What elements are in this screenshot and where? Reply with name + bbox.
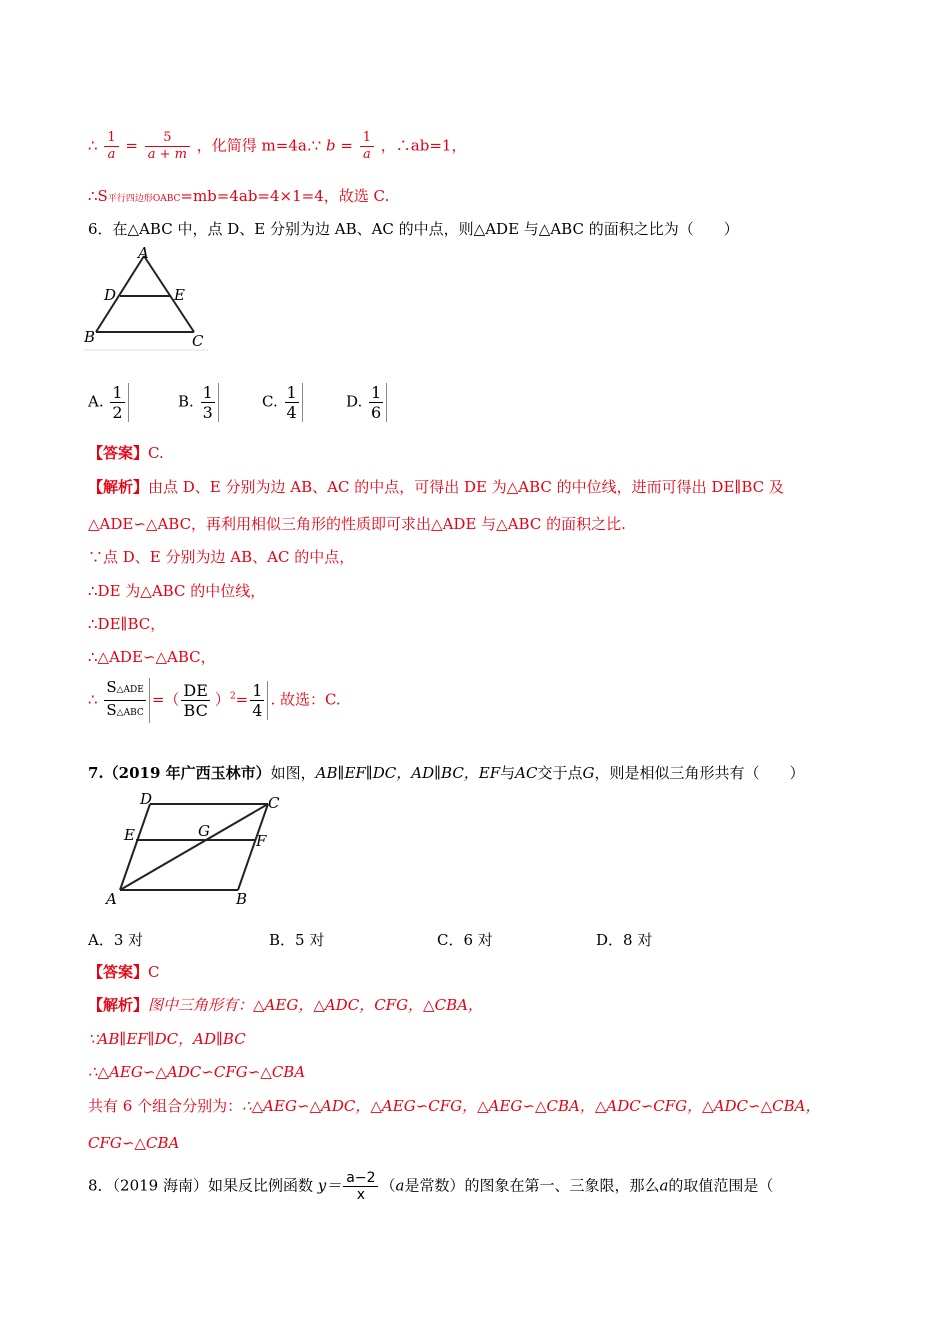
q7-option-a[interactable]: A．3 对: [88, 931, 144, 949]
q6-stem: 6．在△ABC 中，点 D、E 分别为边 AB、AC 的中点，则△ADE 与△ABC 的面积之比为（ ）: [88, 220, 739, 238]
label-E: E: [174, 286, 185, 304]
q6-step-4: ∴△ADE∽△ABC，: [88, 648, 216, 666]
q6-step-5: ∴ $\frac{\text{S△ADE}}{\text{S△ABC}}$ =（ $\frac{DE}{BC}$ ）$^2$= $\frac{1}{4}$ . 故选：C.: [88, 678, 341, 723]
label-B: B: [236, 890, 248, 908]
q6-analysis-1: 【解析】由点 D、E 分别为边 AB、AC 的中点，可得出 DE 为△ABC 的中位线，进而可得出 DE∥BC 及: [88, 478, 784, 496]
prev-solution-line-2: ∴S平行四边形OABC=mb=4ab=4×1=4，故选 C.: [88, 187, 390, 205]
q7-stem: 7.（2019 年广西玉林市）如图，AB∥EF∥DC，AD∥BC，EF与AC交于点G，则是相似三角形共有（ ）: [88, 764, 805, 782]
q7-answer: 【答案】C: [88, 963, 160, 981]
fraction: $\frac{5}{a + m}$: [145, 130, 190, 163]
label-D: D: [104, 286, 117, 304]
label-D: D: [140, 790, 153, 808]
q7-parallelogram-figure: [100, 790, 290, 910]
q6-step-1: ∵点 D、E 分别为边 AB、AC 的中点，: [88, 548, 355, 566]
label-A: A: [106, 890, 117, 908]
fraction: $\frac{1}{a}$: [104, 130, 118, 163]
q6-option-b[interactable]: B. $\frac{1}{3}$: [178, 383, 221, 422]
q7-step-4: CFG∽△CBA: [88, 1134, 180, 1152]
q7-analysis-1: 【解析】图中三角形有：△AEG，△ADC，CFG，△CBA，: [88, 996, 483, 1014]
q6-option-d[interactable]: D. $\frac{1}{6}$: [346, 383, 389, 422]
q6-option-c[interactable]: C. $\frac{1}{4}$: [262, 383, 305, 422]
q7-step-3: 共有 6 个组合分别为：∴△AEG∽△ADC，△AEG∽CFG，△AEG∽△CBA，△ADC∽CFG，△ADC∽△CBA，: [88, 1097, 821, 1115]
prev-solution-line-1: ∴ $\frac{1}{a}$ = $\frac{5}{a + m}$ ，化简得 m=4a.∵ b = $\frac{1}{a}$ ，∴ab=1，: [88, 130, 467, 162]
q6-step-3: ∴DE∥BC，: [88, 615, 166, 633]
label-C: C: [192, 332, 204, 350]
q6-answer: 【答案】C.: [88, 444, 164, 462]
q7-option-b[interactable]: B．5 对: [269, 931, 325, 949]
q7-option-d[interactable]: D．8 对: [596, 931, 653, 949]
label-G: G: [198, 822, 210, 840]
label-E: E: [124, 826, 135, 844]
q6-analysis-2: △ADE∽△ABC，再利用相似三角形的性质即可求出△ADE 与△ABC 的面积之比.: [88, 515, 626, 533]
q6-option-a[interactable]: A. $\frac{1}{2}$: [88, 383, 131, 422]
q7-option-c[interactable]: C．6 对: [437, 931, 493, 949]
q7-step-1: ∵AB∥EF∥DC，AD∥BC: [88, 1030, 246, 1048]
q6-triangle-figure: [84, 246, 214, 352]
label-A: A: [138, 246, 149, 262]
label-C: C: [268, 794, 280, 812]
label-B: B: [84, 328, 96, 346]
label-F: F: [256, 832, 267, 850]
fraction: $\frac{1}{a}$: [360, 130, 374, 163]
q6-step-2: ∴DE 为△ABC 的中位线，: [88, 582, 266, 600]
q7-step-2: ∴△AEG∽△ADC∽CFG∽△CBA: [88, 1063, 306, 1081]
q8-stem: 8．（2019 海南）如果反比例函数 y＝ $\frac{a-2}{x}$ （a是常数）的图象在第一、三象限，那么a的取值范围是（: [88, 1170, 774, 1203]
